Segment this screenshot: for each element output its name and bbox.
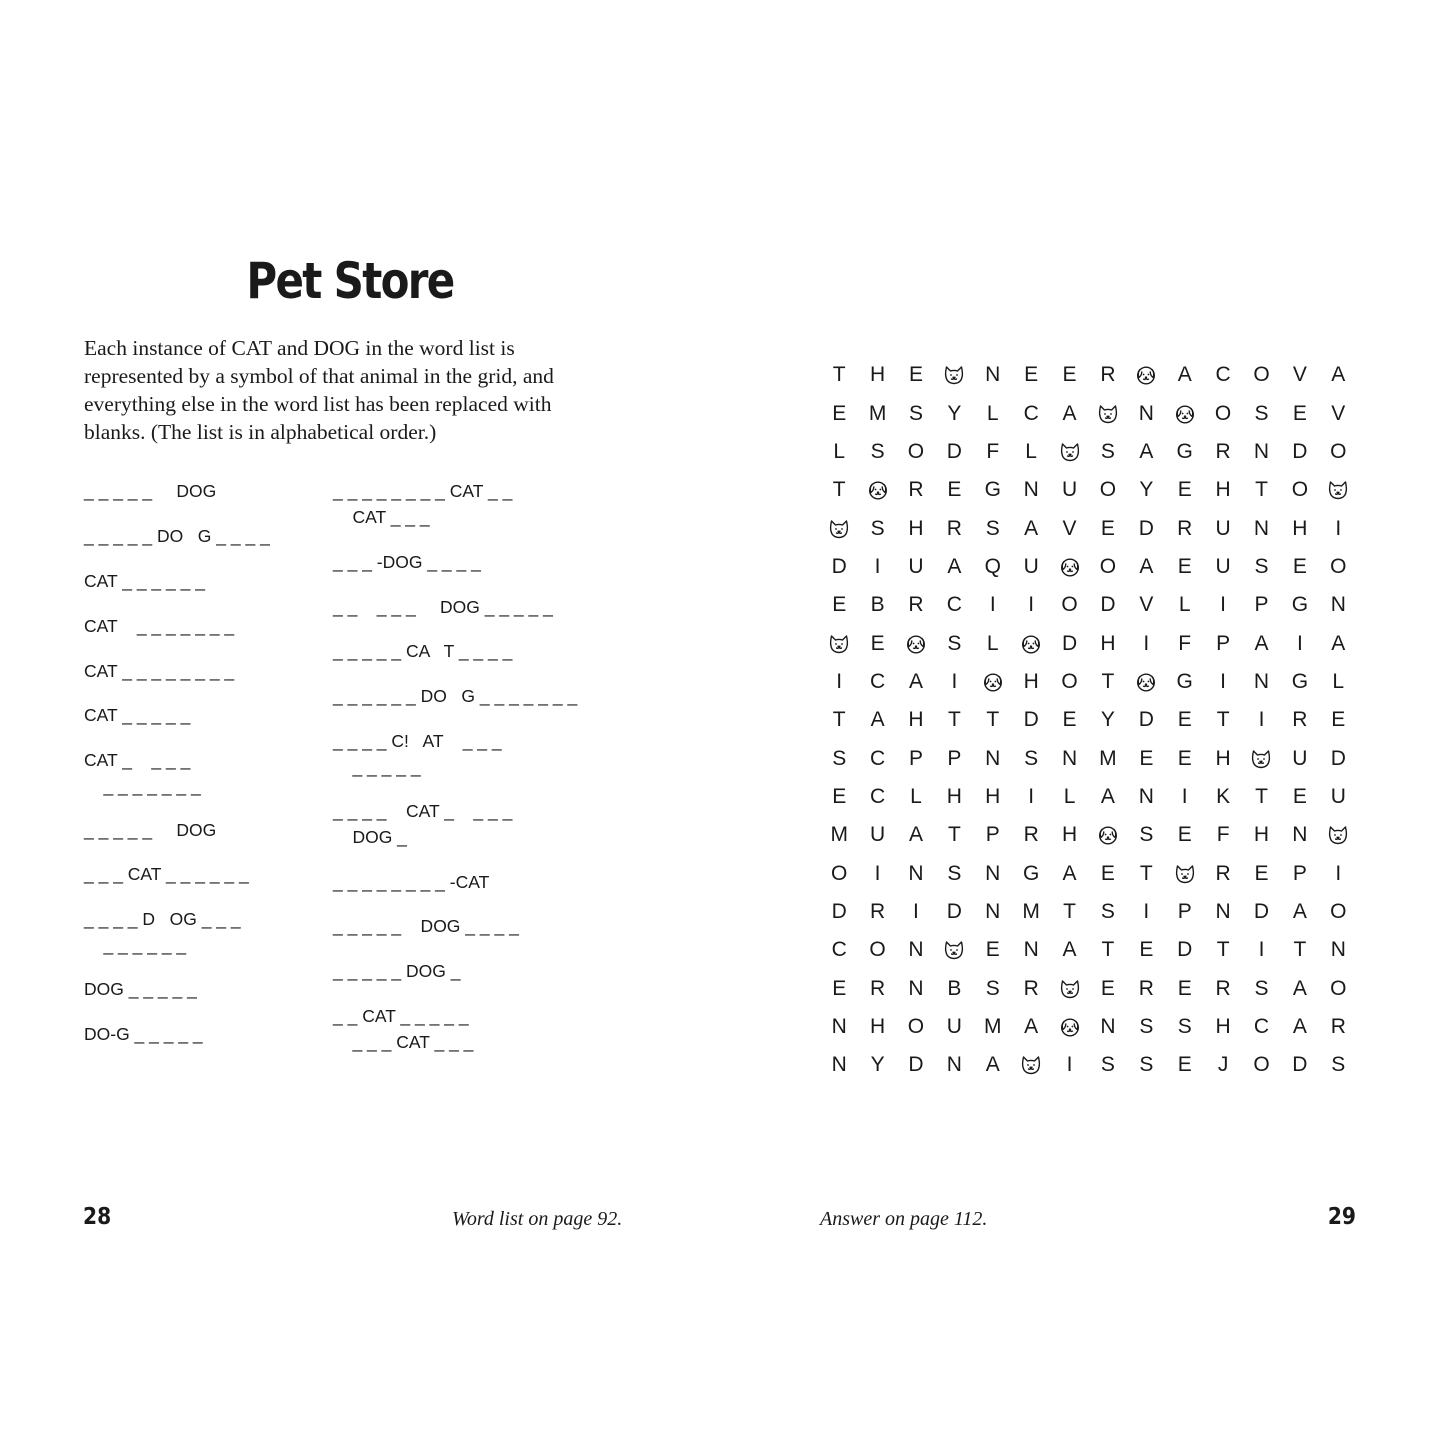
grid-letter: E	[908, 363, 923, 387]
grid-letter: T	[832, 478, 846, 502]
grid-letter: O	[1330, 899, 1347, 923]
grid-letter: V	[1062, 516, 1077, 540]
grid-letter: A	[1292, 976, 1307, 1000]
grid-letter: S	[870, 439, 885, 463]
grid-letter: T	[947, 823, 961, 847]
right-page-number: 29	[1327, 1204, 1356, 1230]
grid-letter: B	[870, 593, 885, 617]
dog-face-icon	[1050, 548, 1088, 586]
grid-letter: D	[1253, 899, 1270, 923]
grid-letter: N	[831, 1053, 847, 1077]
grid-letter: R	[908, 593, 924, 617]
grid-letter: R	[1215, 861, 1231, 885]
grid-letter: S	[908, 401, 923, 425]
grid-letter: C	[1253, 1015, 1270, 1039]
grid-letter: C	[1023, 401, 1039, 425]
grid-letter: O	[1253, 1053, 1270, 1077]
grid-letter: N	[1330, 938, 1346, 962]
grid-letter: G	[1176, 669, 1193, 693]
dog-face-icon	[1050, 1008, 1088, 1046]
grid-letter: U	[908, 554, 924, 578]
grid-letter: A	[1139, 439, 1154, 463]
cat-face-icon	[820, 624, 858, 662]
grid-letter: L	[1178, 593, 1191, 617]
grid-letter: I	[1066, 1053, 1073, 1077]
cat-face-icon	[1166, 854, 1204, 892]
grid-letter: V	[1331, 401, 1346, 425]
grid-letter: U	[1023, 554, 1039, 578]
grid-letter: N	[1253, 516, 1270, 540]
grid-letter: G	[1291, 593, 1309, 617]
word-list-entry: _ _ _ -DOG _ _ _ _	[333, 552, 481, 572]
grid-letter: D	[946, 439, 962, 463]
left-page-number: 28	[83, 1204, 112, 1230]
grid-letter: I	[951, 669, 958, 693]
grid-letter: E	[832, 593, 847, 617]
grid-letter: C	[1215, 363, 1231, 387]
grid-letter: O	[1291, 478, 1309, 502]
grid-letter: N	[985, 746, 1001, 770]
grid-letter: R	[1215, 976, 1231, 1000]
dog-face-icon	[1012, 624, 1050, 662]
grid-letter: I	[1028, 784, 1035, 808]
word-list-entry: _ _ _ _ _ DOG _	[333, 961, 461, 981]
grid-letter: L	[910, 784, 922, 808]
grid-letter: E	[1062, 363, 1077, 387]
grid-letter: A	[1024, 1015, 1039, 1039]
grid-letter: S	[947, 631, 962, 655]
grid-letter: C	[831, 938, 847, 962]
grid-letter: I	[1258, 708, 1265, 732]
grid-letter: N	[1292, 823, 1308, 847]
grid-letter: C	[870, 784, 886, 808]
grid-letter: A	[1331, 631, 1346, 655]
grid-letter: H	[1215, 478, 1231, 502]
grid-letter: O	[869, 938, 886, 962]
grid-letter: A	[870, 708, 885, 732]
grid-letter: A	[1292, 1015, 1307, 1039]
grid-letter: S	[1177, 1015, 1192, 1039]
grid-letter: S	[1139, 823, 1154, 847]
grid-letter: P	[947, 746, 962, 770]
grid-letter: C	[870, 669, 886, 693]
grid-letter: S	[1254, 554, 1269, 578]
grid-letter: A	[1331, 363, 1346, 387]
cat-face-icon	[1050, 433, 1088, 471]
word-list-entry: CAT _ _ _ _ _ _	[84, 571, 205, 591]
word-list-entry: DO-G _ _ _ _ _	[84, 1024, 203, 1044]
grid-letter: T	[1216, 708, 1230, 732]
grid-letter: H	[870, 363, 886, 387]
cat-face-icon	[1050, 970, 1088, 1008]
grid-letter: L	[986, 401, 999, 425]
word-list-entry: _ _ _ _ _ DO G _ _ _ _	[84, 526, 270, 546]
cat-face-icon	[820, 509, 858, 547]
grid-letter: G	[984, 478, 1001, 502]
grid-letter: L	[986, 631, 999, 655]
grid-letter: S	[947, 861, 962, 885]
grid-letter: E	[1254, 861, 1269, 885]
grid-letter: N	[908, 938, 924, 962]
grid-letter: P	[985, 823, 1000, 847]
grid-letter: A	[1024, 516, 1039, 540]
grid-letter: V	[1139, 593, 1154, 617]
grid-letter: T	[1255, 784, 1268, 808]
grid-letter: O	[907, 439, 925, 463]
grid-letter: O	[1214, 401, 1232, 425]
word-list-entry: DOG _ _ _ _ _	[84, 979, 197, 999]
grid-letter: H	[1215, 746, 1231, 770]
grid-letter: A	[1139, 554, 1154, 578]
grid-letter: S	[1024, 746, 1039, 770]
grid-letter: O	[1253, 363, 1270, 387]
grid-letter: D	[1292, 439, 1308, 463]
answer-reference: Answer on page 112.	[820, 1208, 988, 1230]
grid-letter: O	[1061, 593, 1078, 617]
grid-letter: O	[831, 861, 848, 885]
grid-letter: D	[831, 899, 847, 923]
word-list-entry: _ _ _ _ CAT _ _ _ _ DOG _	[333, 801, 513, 847]
grid-letter: H	[1023, 669, 1039, 693]
grid-letter: R	[1330, 1015, 1346, 1039]
grid-letter: L	[1063, 784, 1076, 808]
grid-letter: T	[1063, 899, 1076, 923]
grid-letter: A	[947, 554, 962, 578]
grid-letter: H	[908, 516, 924, 540]
word-list-entry: _ _ _ _ _ DOG	[84, 481, 217, 501]
grid-letter: O	[1330, 439, 1347, 463]
grid-letter: E	[1177, 708, 1192, 732]
grid-letter: E	[1331, 708, 1346, 732]
dog-face-icon	[1089, 816, 1127, 854]
grid-letter: D	[908, 1053, 924, 1077]
grid-letter: Y	[870, 1053, 885, 1077]
grid-letter: E	[947, 478, 962, 502]
word-list-entry: CAT _ _ _ _ _	[84, 705, 191, 725]
grid-letter: U	[946, 1015, 962, 1039]
word-list-entry: _ _ _ _ C! AT _ _ _ _ _ _ _ _	[333, 731, 502, 777]
grid-letter: S	[1254, 976, 1269, 1000]
grid-letter: E	[1177, 976, 1192, 1000]
puzzle-title: Pet Store	[246, 252, 454, 310]
grid-letter: P	[1216, 631, 1231, 655]
grid-letter: T	[1255, 478, 1268, 502]
word-search-grid	[820, 356, 1357, 1085]
grid-letter: S	[1100, 899, 1115, 923]
grid-letter: T	[1101, 938, 1115, 962]
grid-letter: E	[870, 631, 885, 655]
grid-letter: P	[1292, 861, 1307, 885]
grid-letter: E	[832, 784, 847, 808]
grid-letter: A	[1062, 938, 1077, 962]
cat-face-icon	[935, 356, 973, 394]
grid-letter: U	[870, 823, 886, 847]
grid-letter: E	[1292, 784, 1307, 808]
grid-letter: E	[1177, 554, 1192, 578]
grid-letter: O	[1330, 554, 1347, 578]
grid-letter: L	[1025, 439, 1037, 463]
grid-letter: N	[1138, 784, 1154, 808]
grid-letter: E	[1139, 746, 1154, 770]
grid-letter: A	[1177, 363, 1192, 387]
grid-letter: D	[946, 899, 962, 923]
grid-letter: O	[1061, 669, 1078, 693]
grid-letter: R	[1023, 976, 1039, 1000]
grid-letter: E	[1100, 976, 1115, 1000]
word-list-entry: CAT _ _ _ _ _ _ _ _	[84, 661, 235, 681]
grid-letter: U	[1215, 516, 1231, 540]
word-list-entry: _ _ _ _ _ _ _ _ -CAT	[333, 872, 490, 892]
word-list-entry: _ _ _ _ _ _ _ _ CAT _ _ CAT _ _ _	[333, 481, 513, 527]
grid-letter: E	[1024, 363, 1039, 387]
grid-letter: D	[1138, 708, 1154, 732]
grid-letter: T	[986, 708, 1000, 732]
grid-letter: A	[1062, 401, 1077, 425]
grid-letter: N	[1023, 478, 1039, 502]
grid-letter: U	[1292, 746, 1308, 770]
grid-letter: U	[1061, 478, 1078, 502]
grid-letter: N	[1061, 746, 1078, 770]
grid-letter: H	[946, 784, 962, 808]
grid-letter: H	[985, 784, 1001, 808]
grid-letter: A	[1100, 784, 1115, 808]
dog-face-icon	[897, 624, 935, 662]
grid-letter: R	[870, 899, 886, 923]
grid-letter: R	[908, 478, 924, 502]
grid-letter: T	[1216, 938, 1230, 962]
grid-letter: E	[1100, 861, 1115, 885]
grid-letter: E	[1100, 516, 1115, 540]
grid-letter: D	[831, 554, 847, 578]
word-list-entry: _ _ _ _ _ _ DO G _ _ _ _ _ _ _	[333, 686, 578, 706]
grid-letter: O	[1099, 478, 1117, 502]
grid-letter: N	[1100, 1015, 1116, 1039]
grid-letter: U	[1330, 784, 1346, 808]
word-list-entry: _ _ _ _ D OG _ _ _ _ _ _ _ _ _	[84, 909, 241, 955]
grid-letter: I	[989, 593, 996, 617]
word-list-entry: _ _ _ _ _ DOG _ _ _ _	[333, 916, 519, 936]
grid-letter: N	[1253, 439, 1270, 463]
grid-letter: T	[1101, 669, 1115, 693]
grid-letter: M	[830, 823, 848, 847]
grid-letter: H	[908, 708, 924, 732]
grid-letter: Y	[1139, 478, 1154, 502]
grid-letter: N	[1023, 938, 1039, 962]
grid-letter: I	[1220, 593, 1227, 617]
grid-letter: P	[1254, 593, 1269, 617]
cat-face-icon	[1319, 816, 1357, 854]
grid-letter: G	[1291, 669, 1309, 693]
grid-letter: D	[1138, 516, 1154, 540]
grid-letter: S	[832, 746, 847, 770]
grid-letter: C	[870, 746, 886, 770]
grid-letter: E	[1177, 746, 1192, 770]
grid-letter: S	[1139, 1053, 1154, 1077]
grid-letter: O	[907, 1015, 925, 1039]
grid-letter: D	[1023, 708, 1039, 732]
grid-letter: S	[1100, 439, 1115, 463]
grid-letter: T	[947, 708, 961, 732]
grid-letter: A	[908, 823, 923, 847]
grid-letter: D	[1100, 593, 1116, 617]
word-list-entry: _ _ _ _ _ CA T _ _ _ _	[333, 641, 513, 661]
cat-face-icon	[1242, 739, 1280, 777]
grid-letter: D	[1177, 938, 1193, 962]
grid-letter: Y	[947, 401, 962, 425]
grid-letter: J	[1217, 1053, 1229, 1077]
grid-letter: I	[1143, 631, 1150, 655]
word-list-entry: _ _ _ _ _ DOG	[84, 820, 217, 840]
grid-letter: H	[1061, 823, 1078, 847]
grid-letter: F	[986, 439, 1000, 463]
grid-letter: N	[985, 899, 1001, 923]
word-list-entry: _ _ CAT _ _ _ _ _ _ _ _ CAT _ _ _	[333, 1006, 474, 1052]
grid-letter: I	[836, 669, 843, 693]
grid-letter: S	[985, 976, 1000, 1000]
grid-letter: G	[1022, 861, 1040, 885]
cat-face-icon	[1089, 394, 1127, 432]
dog-face-icon	[974, 663, 1012, 701]
grid-letter: R	[870, 976, 886, 1000]
grid-letter: I	[1296, 631, 1303, 655]
grid-letter: H	[1253, 823, 1270, 847]
grid-letter: A	[1254, 631, 1269, 655]
grid-letter: E	[1177, 823, 1192, 847]
grid-letter: N	[908, 976, 924, 1000]
grid-letter: N	[1138, 401, 1154, 425]
grid-letter: I	[1181, 784, 1188, 808]
grid-letter: H	[1292, 516, 1308, 540]
word-list-entry: CAT _ _ _ _ _ _ _	[84, 616, 235, 636]
grid-letter: O	[1099, 554, 1117, 578]
dog-face-icon	[858, 471, 896, 509]
grid-letter: Y	[1100, 708, 1115, 732]
grid-letter: S	[1100, 1053, 1115, 1077]
grid-letter: I	[1220, 669, 1227, 693]
grid-letter: A	[985, 1053, 1000, 1077]
grid-letter: N	[1215, 899, 1231, 923]
grid-letter: N	[985, 861, 1001, 885]
grid-letter: N	[946, 1053, 962, 1077]
grid-letter: H	[870, 1015, 886, 1039]
grid-letter: L	[833, 439, 846, 463]
grid-letter: I	[1143, 899, 1150, 923]
grid-letter: R	[1100, 363, 1116, 387]
grid-letter: A	[908, 669, 923, 693]
grid-letter: I	[913, 899, 919, 923]
dog-face-icon	[1166, 394, 1204, 432]
grid-letter: N	[985, 363, 1001, 387]
grid-letter: R	[946, 516, 962, 540]
grid-letter: I	[1258, 938, 1265, 962]
grid-letter: G	[1176, 439, 1193, 463]
grid-letter: E	[1177, 1053, 1192, 1077]
grid-letter: N	[831, 1015, 847, 1039]
grid-letter: R	[1292, 708, 1308, 732]
grid-letter: O	[1330, 976, 1347, 1000]
grid-letter: P	[908, 746, 923, 770]
word-list-entry: _ _ _ CAT _ _ _ _ _ _	[84, 864, 249, 884]
grid-letter: I	[874, 554, 881, 578]
grid-letter: D	[1330, 746, 1346, 770]
grid-letter: S	[1331, 1053, 1346, 1077]
grid-letter: T	[1139, 861, 1153, 885]
grid-letter: Q	[984, 554, 1001, 578]
grid-letter: N	[908, 861, 924, 885]
grid-letter: T	[1293, 938, 1307, 962]
grid-letter: D	[1292, 1053, 1308, 1077]
grid-letter: S	[985, 516, 1000, 540]
grid-letter: C	[946, 593, 962, 617]
grid-letter: M	[1022, 899, 1040, 923]
grid-letter: U	[1215, 554, 1231, 578]
grid-letter: R	[1215, 439, 1231, 463]
cat-face-icon	[1319, 471, 1357, 509]
grid-letter: I	[1028, 593, 1035, 617]
grid-letter: R	[1023, 823, 1039, 847]
puzzle-instructions: Each instance of CAT and DOG in the word list is represented by a symbol of that animal in the grid, and everything else in the word list has been replaced with blanks. (The list is in alphabetical order.)	[84, 336, 554, 444]
grid-letter: K	[1216, 784, 1231, 808]
grid-letter: T	[832, 708, 846, 732]
grid-letter: S	[870, 516, 885, 540]
grid-letter: I	[1335, 516, 1342, 540]
grid-letter: E	[1292, 401, 1307, 425]
grid-letter: H	[1215, 1015, 1231, 1039]
grid-letter: V	[1292, 363, 1307, 387]
grid-letter: E	[832, 401, 847, 425]
grid-letter: E	[1292, 554, 1307, 578]
grid-letter: D	[1061, 631, 1078, 655]
dog-face-icon	[1127, 663, 1165, 701]
grid-letter: M	[868, 401, 887, 425]
grid-letter: N	[1330, 593, 1346, 617]
grid-letter: E	[985, 938, 1000, 962]
grid-letter: I	[1335, 861, 1342, 885]
grid-letter: E	[1139, 938, 1154, 962]
grid-letter: N	[1253, 669, 1270, 693]
grid-letter: R	[1177, 516, 1193, 540]
grid-letter: A	[1292, 899, 1307, 923]
grid-letter: P	[1177, 899, 1192, 923]
grid-letter: E	[832, 976, 847, 1000]
grid-letter: S	[1139, 1015, 1154, 1039]
grid-letter: A	[1062, 861, 1077, 885]
word-list-reference: Word list on page 92.	[452, 1208, 623, 1230]
grid-letter: E	[1062, 708, 1077, 732]
grid-letter: F	[1216, 823, 1230, 847]
grid-letter: L	[1332, 669, 1345, 693]
grid-letter: S	[1254, 401, 1269, 425]
grid-letter: E	[1177, 478, 1192, 502]
grid-letter: F	[1178, 631, 1192, 655]
grid-letter: T	[832, 363, 846, 387]
word-list-entry: _ _ _ _ _ DOG _ _ _ _ _	[333, 597, 553, 617]
grid-letter: B	[947, 976, 962, 1000]
grid-letter: R	[1138, 976, 1154, 1000]
grid-letter: M	[1099, 746, 1117, 770]
grid-letter: M	[984, 1015, 1002, 1039]
word-list-entry: CAT _ _ _ _ _ _ _ _ _ _ _	[84, 750, 201, 796]
grid-letter: H	[1100, 631, 1116, 655]
grid-letter: I	[874, 861, 881, 885]
dog-face-icon	[1127, 356, 1165, 394]
cat-face-icon	[1012, 1046, 1050, 1084]
cat-face-icon	[935, 931, 973, 969]
